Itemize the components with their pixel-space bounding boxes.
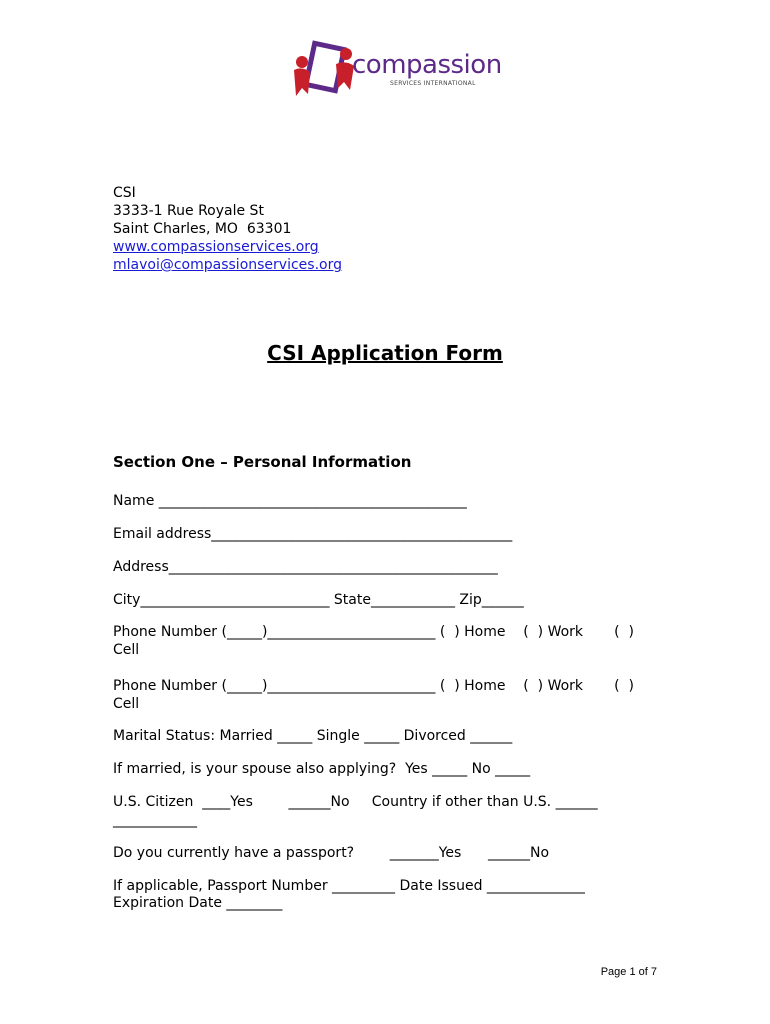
section-heading: Section One – Personal Information	[113, 453, 412, 471]
marital-status-field[interactable]: Marital Status: Married _____ Single _____ Divorced ______	[113, 728, 513, 744]
street-address: 3333-1 Rue Royale St	[113, 203, 264, 219]
compassion-logo	[288, 40, 502, 116]
citizen-country-line[interactable]: ____________	[113, 812, 197, 828]
logo-figures-icon	[288, 40, 358, 116]
phone-field-1-cell: Cell	[113, 642, 140, 658]
website-link[interactable]: www.compassionservices.org	[113, 239, 319, 255]
name-field[interactable]: Name ____________________________________________	[113, 493, 467, 509]
spouse-applying-field[interactable]: If married, is your spouse also applying? Yes _____ No _____	[113, 761, 531, 777]
address-field[interactable]: Address_______________________________________________	[113, 559, 498, 575]
city-state-zip: Saint Charles, MO 63301	[113, 221, 292, 237]
logo-wordmark: compassion	[352, 50, 502, 80]
passport-field[interactable]: Do you currently have a passport? _______Yes ______No	[113, 845, 550, 861]
phone-field-2-cell: Cell	[113, 696, 140, 712]
city-state-zip-field[interactable]: City___________________________ State____________ Zip______	[113, 592, 524, 608]
passport-number-field[interactable]: If applicable, Passport Number _________ Date Issued ______________	[113, 878, 585, 894]
org-name: CSI	[113, 185, 136, 201]
form-title: CSI Application Form	[267, 341, 503, 365]
logo-subtext: SERVICES INTERNATIONAL	[390, 80, 476, 87]
expiration-date-field[interactable]: Expiration Date ________	[113, 895, 283, 911]
phone-field-1[interactable]: Phone Number (_____)________________________ ( ) Home ( ) Work ( )	[113, 624, 635, 640]
page-number: Page 1 of 7	[600, 966, 657, 978]
phone-field-2[interactable]: Phone Number (_____)________________________ ( ) Home ( ) Work ( )	[113, 678, 635, 694]
citizen-field[interactable]: U.S. Citizen ____Yes ______No Country if other than U.S. ______	[113, 794, 598, 810]
email-link[interactable]: mlavoi@compassionservices.org	[113, 257, 342, 273]
email-field[interactable]: Email address___________________________________________	[113, 526, 513, 542]
